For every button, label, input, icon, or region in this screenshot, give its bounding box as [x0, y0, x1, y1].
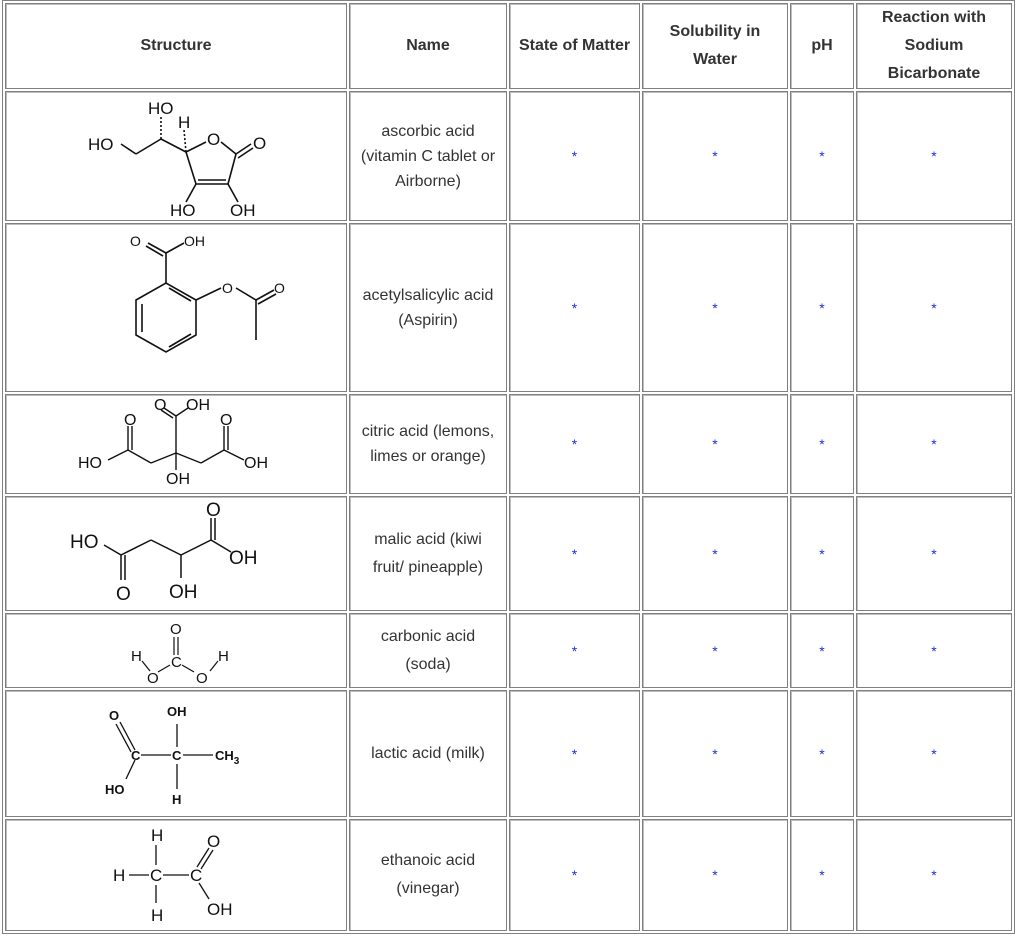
state-of-matter-cell[interactable]: *: [509, 613, 640, 688]
ethanoic-acid-structure: [101, 823, 251, 927]
label-oh-acid: OH: [184, 232, 205, 249]
label-o-bottom: O: [116, 583, 131, 605]
label-h-bottom: H: [151, 906, 164, 925]
state-of-matter-cell[interactable]: *: [509, 91, 640, 221]
table-row: [5, 690, 1012, 817]
table-row: [5, 394, 1012, 494]
label-o: O: [109, 707, 120, 723]
label-c2: C: [190, 866, 203, 885]
label-ho: HO: [105, 781, 125, 797]
header-state-of-matter: State of Matter: [509, 3, 640, 89]
solubility-cell[interactable]: *: [642, 223, 788, 392]
label-o-left: O: [124, 412, 137, 429]
header-reaction-line3: Bicarbonate: [887, 65, 981, 82]
label-oh-center: OH: [166, 471, 190, 488]
header-solubility-line1: Solubility in: [669, 23, 761, 40]
label-o-ring: O: [207, 130, 221, 149]
header-solubility: [642, 3, 788, 89]
reaction-cell[interactable]: *: [856, 819, 1012, 931]
label-o-ester-carbonyl: O: [274, 279, 285, 296]
structure-cell: [5, 394, 347, 494]
label-oh: OH: [207, 900, 233, 919]
acid-name-cell: ascorbic acid (vitamin C tablet or Airborne): [349, 91, 507, 221]
label-oh: OH: [167, 703, 187, 719]
state-of-matter-cell[interactable]: *: [509, 690, 640, 817]
reaction-cell[interactable]: *: [856, 91, 1012, 221]
state-of-matter-cell[interactable]: *: [509, 496, 640, 611]
label-oh-right: OH: [244, 455, 268, 472]
label-o-right: O: [196, 669, 208, 687]
label-ch3: $CH_3$: [215, 747, 240, 767]
table-row: [5, 223, 1012, 392]
header-row: [5, 3, 1012, 89]
label-oh-right: OH: [229, 547, 258, 569]
acid-name-cell: malic acid (kiwi fruit/ pineapple): [349, 496, 507, 611]
label-c1: C: [131, 747, 141, 763]
label-h-right: H: [218, 647, 229, 665]
label-ho-bottom: HO: [170, 201, 196, 220]
lactic-acid-structure: [91, 694, 261, 814]
reaction-cell[interactable]: *: [856, 496, 1012, 611]
solubility-cell[interactable]: *: [642, 394, 788, 494]
label-h: H: [178, 113, 191, 132]
structure-cell: [5, 91, 347, 221]
structure-cell: [5, 819, 347, 931]
state-of-matter-cell[interactable]: *: [509, 394, 640, 494]
label-h-left: H: [131, 647, 142, 665]
ph-cell[interactable]: *: [790, 223, 854, 392]
label-ho-top: HO: [148, 99, 174, 118]
label-ho-left: HO: [78, 455, 102, 472]
table-row: [5, 819, 1012, 931]
structure-cell: [5, 223, 347, 392]
label-c: C: [171, 653, 182, 671]
solubility-cell[interactable]: *: [642, 496, 788, 611]
acid-name-cell: lactic acid (milk): [349, 690, 507, 817]
label-o: O: [207, 832, 221, 851]
label-c2: C: [172, 747, 182, 763]
citric-acid-structure: [66, 398, 286, 490]
acid-properties-table: [2, 0, 1015, 934]
label-o-right: O: [220, 412, 233, 429]
header-name: Name: [349, 3, 507, 89]
solubility-cell[interactable]: *: [642, 91, 788, 221]
table-row: [5, 613, 1012, 688]
label-h: H: [172, 791, 182, 807]
state-of-matter-cell[interactable]: *: [509, 819, 640, 931]
label-c1: C: [150, 866, 163, 885]
ph-cell[interactable]: *: [790, 91, 854, 221]
structure-cell: [5, 690, 347, 817]
reaction-cell[interactable]: *: [856, 394, 1012, 494]
header-reaction: [856, 3, 1012, 89]
label-o-carbonyl: O: [253, 134, 267, 153]
acid-name-cell: carbonic acid (soda): [349, 613, 507, 688]
header-solubility-line2: Water: [693, 51, 737, 68]
ph-cell[interactable]: *: [790, 394, 854, 494]
label-oh-mid: OH: [169, 581, 198, 603]
label-h-left: H: [113, 866, 126, 885]
reaction-cell[interactable]: *: [856, 223, 1012, 392]
label-o-left: O: [147, 669, 159, 687]
acid-name-cell: citric acid (lemons, limes or orange): [349, 394, 507, 494]
label-oh-top: OH: [186, 397, 210, 414]
table-row: [5, 496, 1012, 611]
state-of-matter-cell[interactable]: *: [509, 223, 640, 392]
label-ho-left: HO: [88, 135, 114, 154]
header-ph: pH: [790, 3, 854, 89]
table-row: [5, 91, 1012, 221]
header-reaction-line2: Sodium: [904, 37, 964, 54]
structure-cell: [5, 496, 347, 611]
reaction-cell[interactable]: *: [856, 613, 1012, 688]
ph-cell[interactable]: *: [790, 690, 854, 817]
label-o-acid: O: [130, 232, 141, 249]
acid-name-cell: acetylsalicylic acid (Aspirin): [349, 223, 507, 392]
label-o-top: O: [206, 499, 221, 521]
reaction-cell[interactable]: *: [856, 690, 1012, 817]
solubility-cell[interactable]: *: [642, 690, 788, 817]
label-oh-bottom: OH: [230, 201, 256, 220]
structure-cell: [5, 613, 347, 688]
ascorbic-acid-structure: [66, 94, 286, 218]
header-reaction-line1: Reaction with: [881, 9, 986, 26]
aspirin-structure: [76, 228, 285, 388]
acid-name-cell: ethanoic acid (vinegar): [349, 819, 507, 931]
label-o-ester: O: [222, 279, 233, 296]
label-ho-left: HO: [70, 531, 99, 553]
ph-cell[interactable]: *: [790, 613, 854, 688]
label-h-top: H: [151, 826, 164, 845]
label-o-top: O: [154, 397, 167, 414]
solubility-cell[interactable]: *: [642, 613, 788, 688]
carbonic-acid-structure: [106, 617, 246, 685]
solubility-cell[interactable]: *: [642, 819, 788, 931]
ph-cell[interactable]: *: [790, 496, 854, 611]
malic-acid-structure: [66, 500, 286, 608]
label-o-top: O: [170, 620, 182, 638]
ph-cell[interactable]: *: [790, 819, 854, 931]
header-structure: Structure: [5, 3, 347, 89]
